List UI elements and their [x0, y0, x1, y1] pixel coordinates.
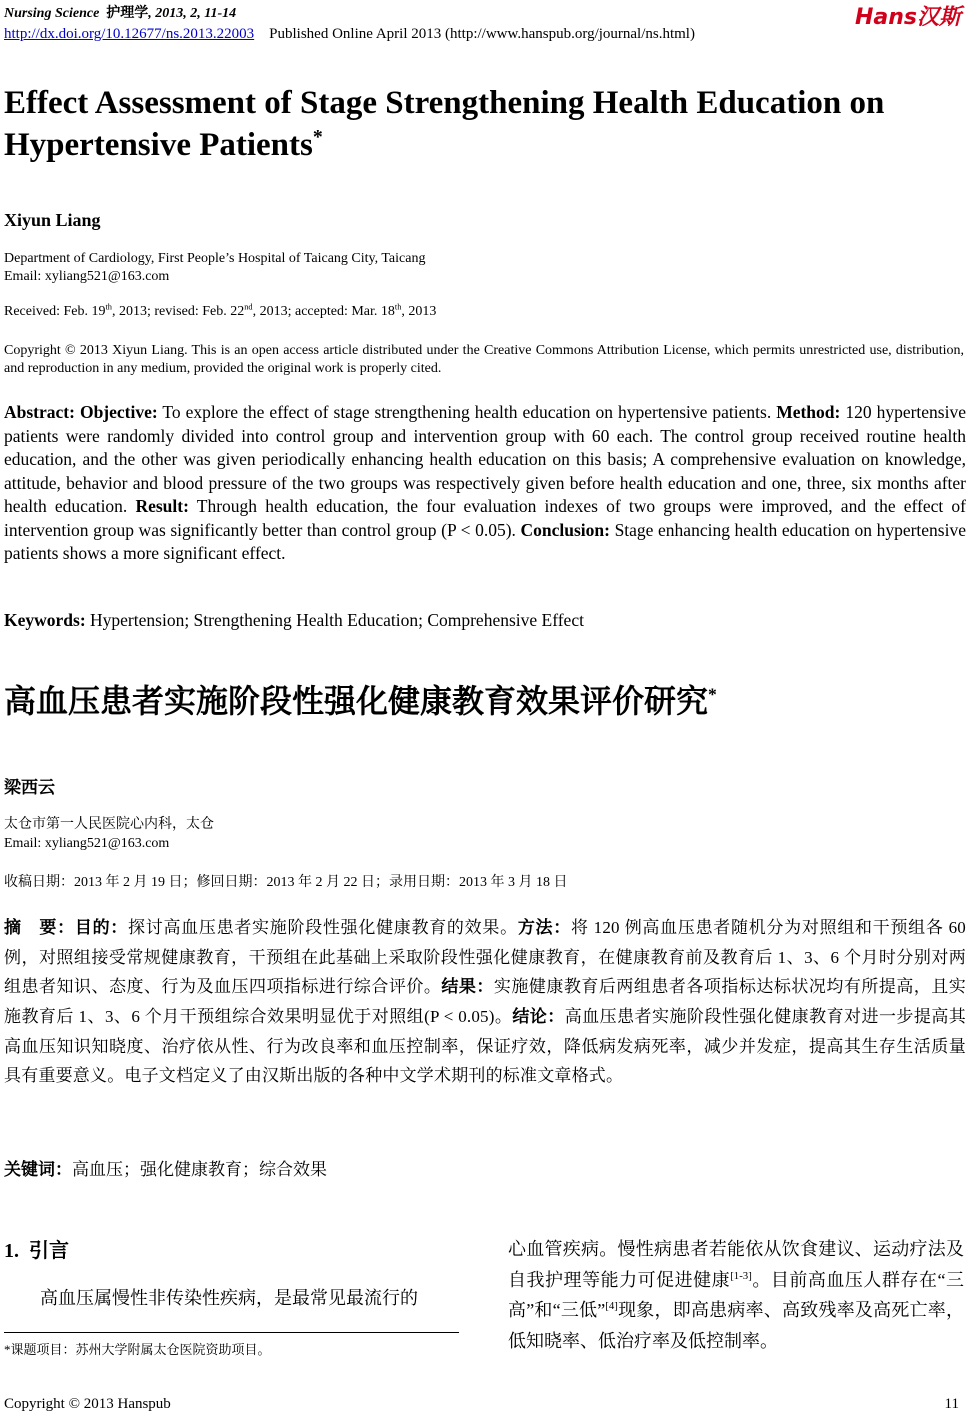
email-en: Email: xyliang521@163.com — [4, 269, 170, 284]
footnote: *课题项目：苏州大学附属太仓医院资助项目。 — [4, 1342, 271, 1357]
journal-name-en: Nursing Science — [4, 6, 100, 21]
footnote-divider — [4, 1332, 459, 1333]
journal-name-cn: 护理学 — [106, 6, 149, 21]
footer-copyright: Copyright © 2013 Hanspub — [4, 1396, 171, 1412]
intro-paragraph-col1: 高血压属慢性非传染性疾病，是最常见最流行的 — [40, 1288, 418, 1308]
page-number: 11 — [944, 1396, 959, 1412]
keywords-cn: 关键词：高血压；强化健康教育；综合效果 — [4, 1160, 327, 1180]
title-cn: 高血压患者实施阶段性强化健康教育效果评价研究* — [4, 682, 717, 720]
doi-link[interactable]: http://dx.doi.org/10.12677/ns.2013.22003 — [4, 26, 255, 42]
affiliation-en: Department of Cardiology, First People’s Hospital of Taicang City, Taicang Email: xyliang521@163.com — [4, 251, 426, 284]
journal-header — [4, 2, 236, 22]
title-en: Effect Assessment of Stage Strengthening Health Education on Hypertensive Patients* — [4, 85, 885, 163]
author-en: Xiyun Liang — [4, 210, 101, 230]
published-online: Published Online April 2013 (http://www.hanspub.org/journal/ns.html) — [269, 26, 695, 42]
intro-paragraph-col2: 心血管疾病。慢性病患者若能依从饮食建议、运动疗法及自我护理等能力可促进健康[1-3]。目前高血压人群存在“三高”和“三低”[4]现象，即高患病率、高致残率及高死亡率，低知晓率、低治疗率及低控制率。 — [508, 1239, 965, 1351]
citation-1-3: [1-3] — [730, 1269, 752, 1282]
doi-line — [4, 26, 695, 43]
received-dates-en: Received: Feb. 19th, 2013; revised: Feb. 22nd, 2013; accepted: Mar. 18th, 2013 — [4, 302, 437, 319]
hans-logo: Hans汉斯 — [854, 5, 961, 30]
section-heading-intro: 1. 引言 — [4, 1238, 69, 1262]
author-cn: 梁西云 — [4, 778, 55, 798]
copyright-notice-en: Copyright © 2013 Xiyun Liang. This is an open access article distributed under the Creative Commons Attribution License, which permits unrestricted use, distribution, and reproduction in any medium, provided the original work is properly cited. — [4, 343, 964, 376]
keywords-en: Keywords: Hypertension; Strengthening Health Education; Comprehensive Effect — [4, 610, 584, 630]
citation-4: [4] — [605, 1300, 618, 1312]
affiliation-cn: 太仓市第一人民医院心内科，太仓 Email: xyliang521@163.com — [4, 817, 214, 851]
received-dates-cn: 收稿日期：2013 年 2 月 19 日；修回日期：2013 年 2 月 22 日；录用日期：2013 年 3 月 18 日 — [4, 875, 568, 890]
abstract-cn: 摘 要：目的：探讨高血压患者实施阶段性强化健康教育的效果。方法：将 120 例高血压患者随机分为对照组和干预组各 60 例，对照组接受常规健康教育，干预组在此基础上采取阶段性强化健康教育，在健康教育前及教育后 1、3、6 个月时分别对两组患者知识、态度、行为及血压四项指标进行综合评价。结果：实施健康教育后两组患者各项指标达标状况均有所提高，且实施教育后 1、3、6 个月干预组综合效果明显优于对照组(P < 0.05)。结论：高血压患者实施阶段性强化健康教育对进一步提高其高血压知识知晓度、治疗依从性、行为改良率和血压控制率，保证疗效，降低病发病死率，减少并发症，提高其生存生活质量具有重要意义。电子文档定义了由汉斯出版的各种中文学术期刊的标准文章格式。 — [4, 918, 967, 1085]
journal-issue: , 2013, 2, 11-14 — [148, 6, 237, 21]
email-cn: Email: xyliang521@163.com — [4, 836, 170, 851]
title-footnote-mark: * — [312, 126, 323, 148]
abstract-en: Abstract: Objective: To explore the effect of stage strengthening health education on hypertensive patients. Method: 120 hypertensive patients were randomly divided into control group and intervention group with 60 each. The control group received routine health education, and the other was given periodically enhancing health education on this basis; A comprehensive evaluation on knowledge, attitude, behavior and blood pressure of the two groups was respectively given before health education and one, three, six months after health education. Result: Through health education, the four evaluation indexes of two groups were improved, and the effect of intervention group was significantly better than control group (P < 0.05). Conclusion: Stage enhancing health education on hypertensive patients shows a more significant effect. — [4, 402, 966, 563]
